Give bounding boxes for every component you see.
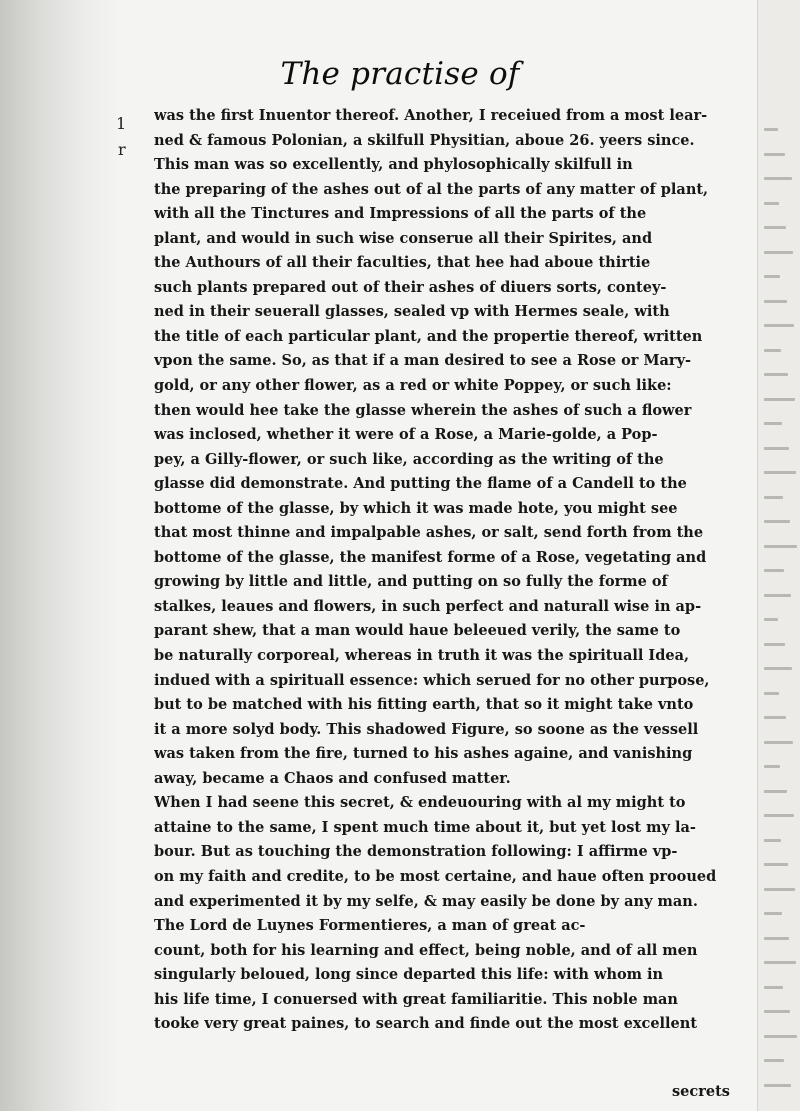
text-line: vpon the same. So, as that if a man desired to see a Rose or Mary- (154, 352, 692, 370)
edge-text-stroke (764, 790, 787, 793)
edge-text-stroke (764, 1059, 784, 1062)
edge-text-stroke (764, 471, 796, 474)
binding-gutter (0, 0, 120, 1111)
edge-text-stroke (764, 251, 793, 254)
text-line: but to be matched with his fitting earth, that so it might take vnto (154, 696, 694, 714)
catchword: secrets (672, 1083, 730, 1100)
edge-text-stroke (764, 839, 781, 842)
text-line: the title of each particular plant, and the propertie thereof, written (154, 327, 703, 345)
text-line: away, became a Chaos and confused matter. (154, 769, 511, 787)
text-line: the preparing of the ashes out of al the parts of any matter of plant, (154, 180, 709, 198)
edge-text-stroke (764, 398, 795, 401)
edge-text-stroke (764, 863, 788, 866)
text-line: such plants prepared out of their ashes of diuers sorts, contey- (154, 278, 667, 296)
text-line: then would hee take the glasse wherein the ashes of such a flower (154, 401, 692, 419)
text-line: was taken from the fire, turned to his ashes againe, and vanishing (154, 745, 693, 763)
edge-text-stroke (764, 594, 791, 597)
edge-text-stroke (764, 202, 779, 205)
text-line: bour. But as touching the demonstration following: I affirme vp- (154, 843, 678, 861)
facing-page-edge (757, 0, 800, 1111)
edge-text-stroke (764, 986, 783, 989)
edge-text-stroke (764, 692, 779, 695)
edge-text-stroke (764, 912, 782, 915)
edge-text-stroke (764, 177, 792, 180)
edge-text-stroke (764, 814, 794, 817)
edge-text-stroke (764, 961, 796, 964)
edge-text-stroke (764, 545, 797, 548)
text-line: was inclosed, whether it were of a Rose, a Marie-golde, a Pop- (154, 426, 658, 444)
text-line: on my faith and credite, to be most certaine, and haue often prooued (154, 867, 717, 885)
margin-mark: 1 (116, 114, 127, 133)
edge-text-stroke (764, 1010, 790, 1013)
edge-text-stroke (764, 667, 792, 670)
edge-text-stroke (764, 937, 789, 940)
body-text (154, 104, 752, 1037)
edge-text-stroke (764, 422, 782, 425)
text-line: count, both for his learning and effect, being noble, and of all men (154, 941, 698, 959)
text-line: was the first Inuentor thereof. Another, I receiued from a most lear- (154, 107, 708, 124)
margin-mark: r (118, 140, 126, 159)
text-line: growing by little and little, and putting on so fully the forme of (154, 573, 668, 591)
text-line: that most thinne and impalpable ashes, or salt, send forth from the (154, 524, 704, 542)
edge-text-stroke (764, 496, 783, 499)
edge-text-stroke (764, 300, 787, 303)
text-line: bottome of the glasse, by which it was made hote, you might see (154, 499, 678, 517)
text-line: the Authours of all their faculties, that hee had aboue thirtie (154, 254, 651, 272)
text-line: stalkes, leaues and flowers, in such perfect and naturall wise in ap- (154, 597, 702, 615)
text-line: pey, a Gilly-flower, or such like, according as the writing of the (154, 450, 664, 468)
text-line: plant, and would in such wise conserue all their Spirites, and (154, 229, 653, 247)
edge-text-stroke (764, 447, 789, 450)
text-line: with all the Tinctures and Impressions of all the parts of the (154, 205, 647, 223)
edge-text-stroke (764, 716, 786, 719)
edge-text-stroke (764, 226, 786, 229)
text-line: and experimented it by my selfe, & may easily be done by any man. (154, 892, 698, 910)
edge-text-stroke (764, 1035, 797, 1038)
text-line: it a more solyd body. This shadowed Figure, so soone as the vessell (154, 720, 699, 738)
text-line: be naturally corporeal, whereas in truth it was the spirituall Idea, (154, 647, 690, 665)
edge-text-stroke (764, 569, 784, 572)
text-line: This man was so excellently, and phylosophically skilfull in (154, 156, 633, 174)
text-line: ned in their seuerall glasses, sealed vp with Hermes seale, with (154, 303, 670, 321)
text-line: indued with a spirituall essence: which serued for no other purpose, (154, 671, 710, 689)
text-line: attaine to the same, I spent much time about it, but yet lost my la- (154, 818, 696, 836)
edge-text-stroke (764, 643, 785, 646)
edge-text-stroke (764, 349, 781, 352)
text-line: bottome of the glasse, the manifest forme of a Rose, vegetating and (154, 548, 707, 566)
edge-text-stroke (764, 1084, 791, 1087)
edge-text-stroke (764, 520, 790, 523)
text-line: parant shew, that a man would haue beleeued verily, the same to (154, 622, 681, 640)
text-line: When I had seene this secret, & endeuouring with al my might to (154, 794, 686, 812)
edge-text-stroke (764, 741, 793, 744)
text-line: tooke very great paines, to search and finde out the most excellent (154, 1015, 698, 1033)
running-head: The practise of (280, 56, 520, 92)
text-line: his life time, I conuersed with great familiaritie. This noble man (154, 990, 678, 1008)
text-line: The Lord de Luynes Formentieres, a man of great ac- (154, 917, 586, 935)
text-line: singularly beloued, long since departed this life: with whom in (154, 966, 664, 984)
edge-text-stroke (764, 765, 780, 768)
edge-text-stroke (764, 888, 795, 891)
text-line: glasse did demonstrate. And putting the flame of a Candell to the (154, 475, 687, 493)
text-line: ned & famous Polonian, a skilfull Physitian, aboue 26. yeers since. (154, 131, 695, 149)
edge-text-stroke (764, 275, 780, 278)
edge-text-stroke (764, 373, 788, 376)
edge-text-stroke (764, 128, 778, 131)
edge-text-stroke (764, 324, 794, 327)
edge-text-stroke (764, 153, 785, 156)
edge-text-stroke (764, 618, 778, 621)
text-line: gold, or any other flower, as a red or white Poppey, or such like: (154, 377, 672, 395)
